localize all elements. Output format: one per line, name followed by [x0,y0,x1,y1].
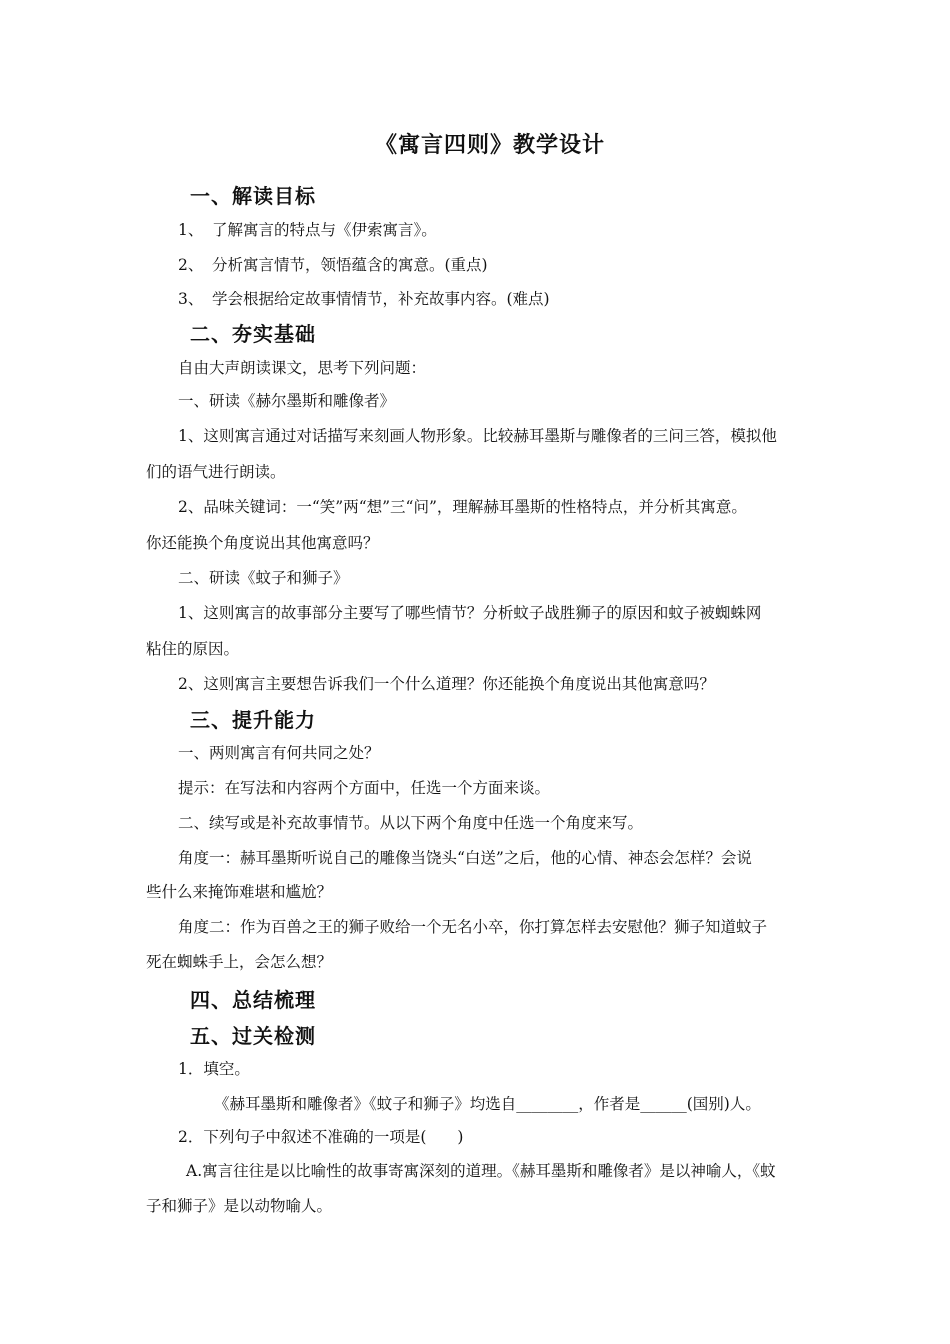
page-title: 《寓言四则》教学设计 [374,133,605,158]
paragraph: 自由大声朗读课文，思考下列问题： [178,359,427,377]
goal-number: 2、 [178,256,204,274]
paragraph: 二、续写或是补充故事情节。从以下两个角度中任选一个角度来写。 [178,814,644,832]
paragraph: 提示：在写法和内容两个方面中，任选一个方面来谈。 [178,779,551,797]
section-heading-summary: 四、总结梳理 [190,988,316,1012]
paragraph: 2、品味关键词：一“笑”两“想”三“问”，理解赫耳墨斯的性格特点，并分析其寓意。 [178,498,747,516]
goal-number: 3、 [178,290,204,308]
paragraph: 子和狮子》是以动物喻人。 [146,1197,333,1215]
paragraph: 粘住的原因。 [146,640,240,658]
section-heading-ability: 三、提升能力 [190,708,316,732]
paragraph: A.寓言往往是以比喻性的故事寄寓深刻的道理。《赫耳墨斯和雕像者》是以神喻人，《蚊 [186,1162,776,1180]
paragraph: 角度二：作为百兽之王的狮子败给一个无名小卒，你打算怎样去安慰他？狮子知道蚊子 [178,918,768,936]
goal-text: 分析寓言情节，领悟蕴含的寓意。(重点) [212,256,488,274]
paragraph: 1、这则寓言的故事部分主要写了哪些情节？分析蚊子战胜狮子的原因和蚊子被蜘蛛网 [178,604,762,622]
goal-number: 1、 [178,221,204,239]
paragraph: 1．填空。 [178,1060,250,1078]
goal-text: 了解寓言的特点与《伊索寓言》。 [212,221,437,239]
paragraph: 们的语气进行朗读。 [146,463,286,481]
section-heading-goals: 一、解读目标 [190,184,316,208]
goal-item [178,220,437,240]
paragraph: 1、这则寓言通过对话描写来刻画人物形象。比较赫耳墨斯与雕像者的三问三答，模拟他 [178,427,777,445]
paragraph: 二、研读《蚊子和狮子》 [178,569,349,587]
paragraph: 一、研读《赫尔墨斯和雕像者》 [178,392,396,410]
goal-text: 学会根据给定故事情情节，补充故事内容。(难点) [212,290,550,308]
section-heading-basics: 二、夯实基础 [190,322,316,346]
paragraph: 《赫耳墨斯和雕像者》《蚊子和狮子》均选自________，作者是______(国别)人。 [214,1095,761,1113]
section-heading-test: 五、过关检测 [190,1024,316,1048]
goal-item [178,289,550,309]
paragraph: 死在蜘蛛手上，会怎么想？ [146,953,333,971]
paragraph: 一、两则寓言有何共同之处？ [178,744,380,762]
paragraph: 你还能换个角度说出其他寓意吗？ [146,534,379,552]
goal-item [178,255,488,275]
paragraph: 角度一：赫耳墨斯听说自己的雕像当饶头“白送”之后，他的心情、神态会怎样？会说 [178,849,752,867]
paragraph: 2．下列句子中叙述不准确的一项是( ) [178,1128,464,1146]
paragraph: 些什么来掩饰难堪和尴尬？ [146,883,333,901]
paragraph: 2、这则寓言主要想告诉我们一个什么道理？你还能换个角度说出其他寓意吗？ [178,675,715,693]
